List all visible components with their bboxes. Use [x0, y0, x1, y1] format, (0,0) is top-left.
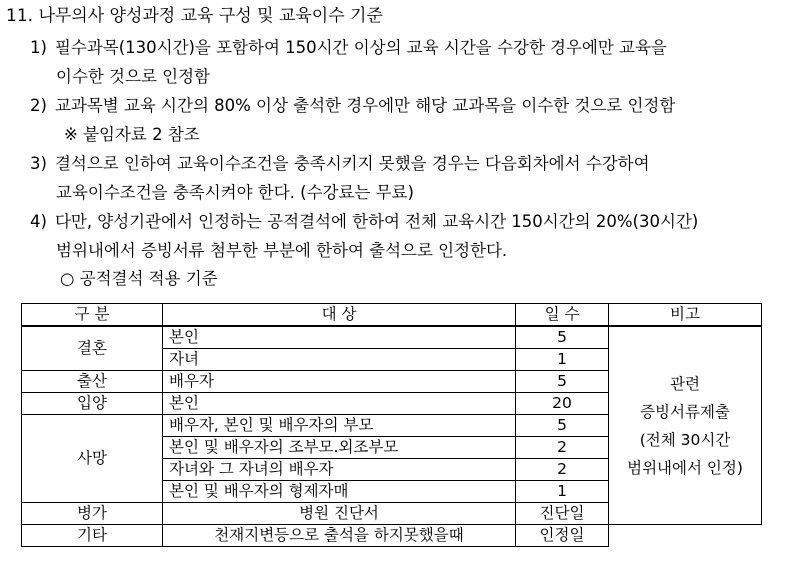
days-cell: 20 — [516, 393, 609, 415]
note-line: 범위내에서 인정) — [627, 458, 743, 477]
days-cell: 1 — [516, 481, 609, 503]
item-3-text: 결석으로 인하여 교육이수조건을 충족시키지 못했을 경우는 다음회차에서 수강하여 — [54, 154, 650, 173]
category-adoption: 입양 — [22, 393, 163, 415]
target-cell: 본인 및 배우자의 조부모.외조부모 — [163, 437, 516, 459]
item-3-number: 3) — [30, 154, 47, 173]
note-line: 관련 — [670, 374, 700, 393]
header-category: 구 분 — [22, 304, 163, 327]
item-1-line-1 — [30, 37, 667, 59]
header-days: 일 수 — [516, 304, 609, 327]
item-1-text: 필수과목(130시간)을 포함하여 150시간 이상의 교육 시간을 수강한 경우에만 교육을 — [54, 38, 667, 57]
category-marriage: 결혼 — [22, 326, 163, 371]
table-row — [22, 525, 762, 547]
item-4-line-2: 범위내에서 증빙서류 첨부한 부분에 한하여 출석으로 인정한다. — [56, 241, 508, 260]
target-cell: 병원 진단서 — [163, 503, 516, 525]
category-other: 기타 — [22, 525, 163, 547]
page-title: 11. 나무의사 양성과정 교육 구성 및 교육이수 기준 — [6, 6, 383, 26]
target-cell: 배우자 — [163, 371, 516, 393]
target-cell: 자녀 — [163, 349, 516, 371]
days-cell: 2 — [516, 459, 609, 481]
days-cell: 5 — [516, 371, 609, 393]
header-note: 비고 — [609, 304, 762, 327]
absence-criteria-table — [21, 303, 762, 547]
subheading: ○ 공적결석 적용 기준 — [60, 269, 218, 288]
days-cell: 5 — [516, 326, 609, 349]
item-2-line-1 — [30, 95, 675, 117]
days-cell: 1 — [516, 349, 609, 371]
item-4-text: 다만, 양성기관에서 인정하는 공적결석에 한하여 전체 교육시간 150시간의 20%(30시간) — [54, 212, 699, 231]
target-cell: 배우자, 본인 및 배우자의 부모 — [163, 415, 516, 437]
table-row — [22, 326, 762, 349]
days-cell: 인정일 — [516, 525, 609, 547]
target-cell: 본인 — [163, 393, 516, 415]
item-1-number: 1) — [30, 38, 47, 57]
days-cell: 2 — [516, 437, 609, 459]
item-3-line-1 — [30, 153, 650, 175]
days-cell: 진단일 — [516, 503, 609, 525]
table-header-row — [22, 304, 762, 327]
note-line: 증빙서류제출 — [640, 402, 730, 421]
header-target: 대 상 — [163, 304, 516, 327]
item-2-text: 교과목별 교육 시간의 80% 이상 출석한 경우에만 해당 교과목을 이수한 것으로 인정함 — [54, 96, 676, 115]
item-3-line-2: 교육이수조건을 충족시켜야 한다. (수강료는 무료) — [56, 183, 414, 202]
target-cell: 자녀와 그 자녀의 배우자 — [163, 459, 516, 481]
item-4-line-1 — [30, 211, 698, 233]
target-cell: 천재지변등으로 출석을 하지못했을때 — [163, 525, 516, 547]
target-cell: 본인 — [163, 326, 516, 349]
note-line: (전체 30시간 — [639, 430, 731, 449]
item-2-reference: ※ 붙임자료 2 참조 — [64, 125, 200, 144]
item-4-number: 4) — [30, 212, 47, 231]
category-birth: 출산 — [22, 371, 163, 393]
days-cell: 5 — [516, 415, 609, 437]
item-2-number: 2) — [30, 96, 47, 115]
note-cell — [609, 326, 762, 525]
target-cell: 본인 및 배우자의 형제자매 — [163, 481, 516, 503]
item-1-line-2: 이수한 것으로 인정함 — [56, 67, 210, 86]
category-death: 사망 — [22, 415, 163, 503]
category-sick-leave: 병가 — [22, 503, 163, 525]
